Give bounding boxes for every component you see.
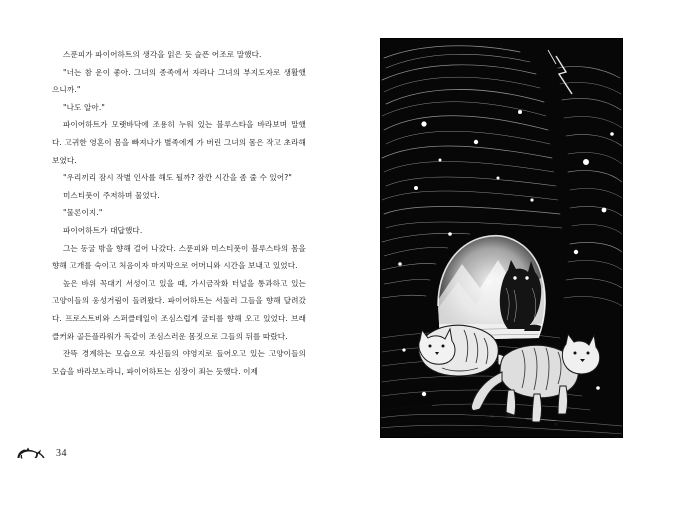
paragraph: "우리끼리 잠시 작별 인사를 해도 될까? 잠깐 시간을 좀 줄 수 있어?" — [63, 173, 292, 183]
right-illustration-page — [350, 0, 700, 507]
paragraph: 그는 동굴 밖을 향해 걸어 나갔다. 스푼피와 미스티풋이 블루스타의 몸을 향해 고개를 숙이고 처음이자 마지막으로 어머니와 시간을 보내고 있었다. — [52, 243, 306, 271]
cat-silhouette-icon — [16, 445, 46, 461]
paragraph: 파이어하트가 대답했다. — [63, 225, 143, 235]
paragraph: 미스티풋이 주저하며 물었다. — [63, 190, 160, 200]
paragraph: 파이어하트가 모랫바닥에 조용히 누워 있는 블루스타을 바라보며 말했다. 고귀한 영혼이 몸을 빠져나가 별족에게 가 버린 그녀의 몸은 작고 초라해 보였다. — [52, 120, 306, 165]
body-text-block — [52, 46, 306, 380]
paragraph: 높은 바위 꼭대기 서성이고 있을 때, 가시금작화 터널을 통과하고 있는 고양이들의 웅성거림이 들려왔다. 파이어하트는 서둘러 그들을 향해 달려갔다. 프로스트비와 스퍼클테일이 조심스럽게 굴티를 향해 오고 있었다. 브래클커와 골든플라워가 독같이 조심스러운 몸짓으로 그들의 뒤를 따랐다. — [52, 278, 306, 341]
page-number: 34 — [56, 448, 67, 459]
page-footer — [16, 445, 136, 469]
paragraph: "물론이지." — [63, 208, 103, 218]
paragraph: 잔뜩 경계하는 모습으로 자신들의 야영지로 들어오고 있는 고양이들의 모습을 바라보노라니, 파이어하트는 심장이 죄는 듯했다. 이제 — [52, 349, 306, 376]
paragraph: "나도 알아." — [63, 102, 105, 112]
paragraph: 스푼피가 파이어하트의 생각을 읽은 듯 슬픈 어조로 말했다. — [63, 50, 262, 59]
cave-entrance-with-cats-illustration — [380, 38, 623, 438]
illustration-artwork — [380, 38, 623, 438]
paragraph: "너는 참 운이 좋아. 그녀의 종족에서 자라나 그녀의 부지도자로 생활했으니까." — [52, 67, 306, 95]
